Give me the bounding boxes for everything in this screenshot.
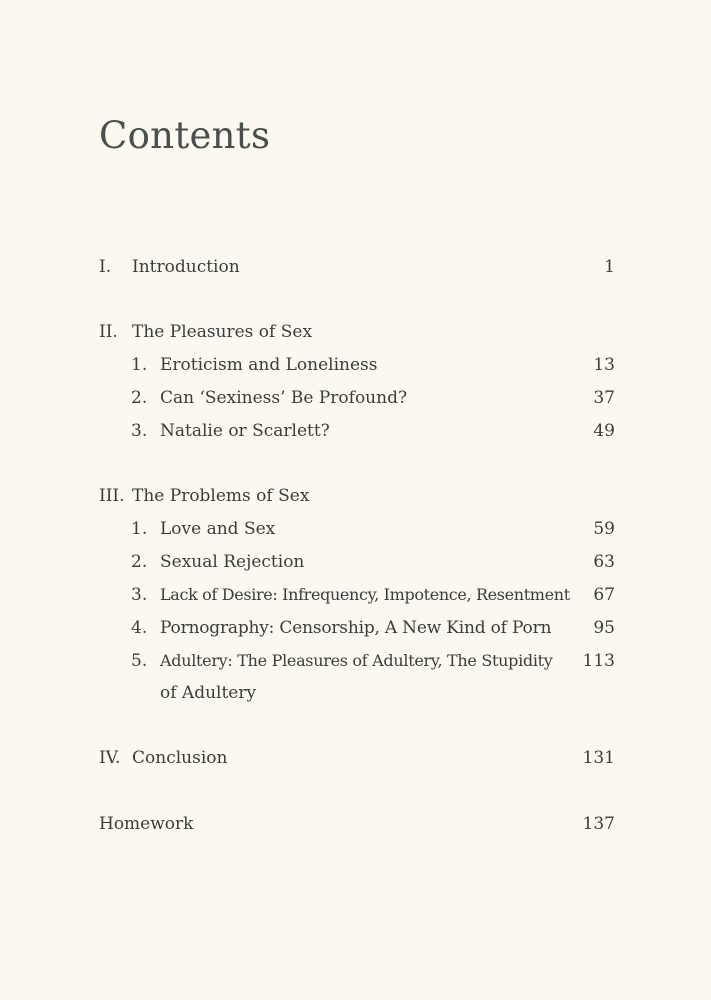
entry-title: Pornography: Censorship, A New Kind of Porn xyxy=(160,618,552,638)
entry-title: Adultery: The Pleasures of Adultery, The Stupidity xyxy=(160,651,553,670)
chapter-number: 2. xyxy=(131,388,148,408)
entry-title: Sexual Rejection xyxy=(160,552,305,572)
part-number: II. xyxy=(99,322,118,342)
entry-title: Eroticism and Loneliness xyxy=(160,355,378,375)
chapter-number: 5. xyxy=(131,651,148,671)
page-number: 67 xyxy=(593,585,615,605)
page-number: 95 xyxy=(593,618,615,638)
page-number: 37 xyxy=(593,388,615,408)
page-number: 59 xyxy=(593,519,615,539)
page-number: 113 xyxy=(582,651,615,671)
part-title: The Problems of Sex xyxy=(132,486,310,506)
chapter-number: 4. xyxy=(131,618,148,638)
entry-title: Introduction xyxy=(132,257,240,277)
chapter-number: 3. xyxy=(131,421,148,441)
part-title: The Pleasures of Sex xyxy=(132,322,313,342)
page-number: 63 xyxy=(593,552,615,572)
chapter-number: 1. xyxy=(131,519,148,539)
chapter-number: 1. xyxy=(131,355,148,375)
page-number: 1 xyxy=(604,257,615,277)
chapter-number: 3. xyxy=(131,585,148,605)
entry-title: Conclusion xyxy=(132,748,228,768)
page-number: 131 xyxy=(582,748,615,768)
entry-title: Homework xyxy=(99,814,194,834)
entry-title-continued: of Adultery xyxy=(160,683,257,703)
entry-title: Love and Sex xyxy=(160,519,276,539)
entry-title: Natalie or Scarlett? xyxy=(160,421,330,441)
chapter-number: 2. xyxy=(131,552,148,572)
page-number: 137 xyxy=(582,814,615,834)
page-number: 49 xyxy=(593,421,615,441)
part-number: I. xyxy=(99,257,112,277)
entry-title: Lack of Desire: Infrequency, Impotence, Resentment xyxy=(160,585,570,604)
page-number: 13 xyxy=(593,355,615,375)
part-number: IV. xyxy=(99,748,121,768)
entry-title: Can ‘Sexiness’ Be Profound? xyxy=(160,388,408,408)
page-title: Contents xyxy=(99,114,271,157)
part-number: III. xyxy=(99,486,125,506)
